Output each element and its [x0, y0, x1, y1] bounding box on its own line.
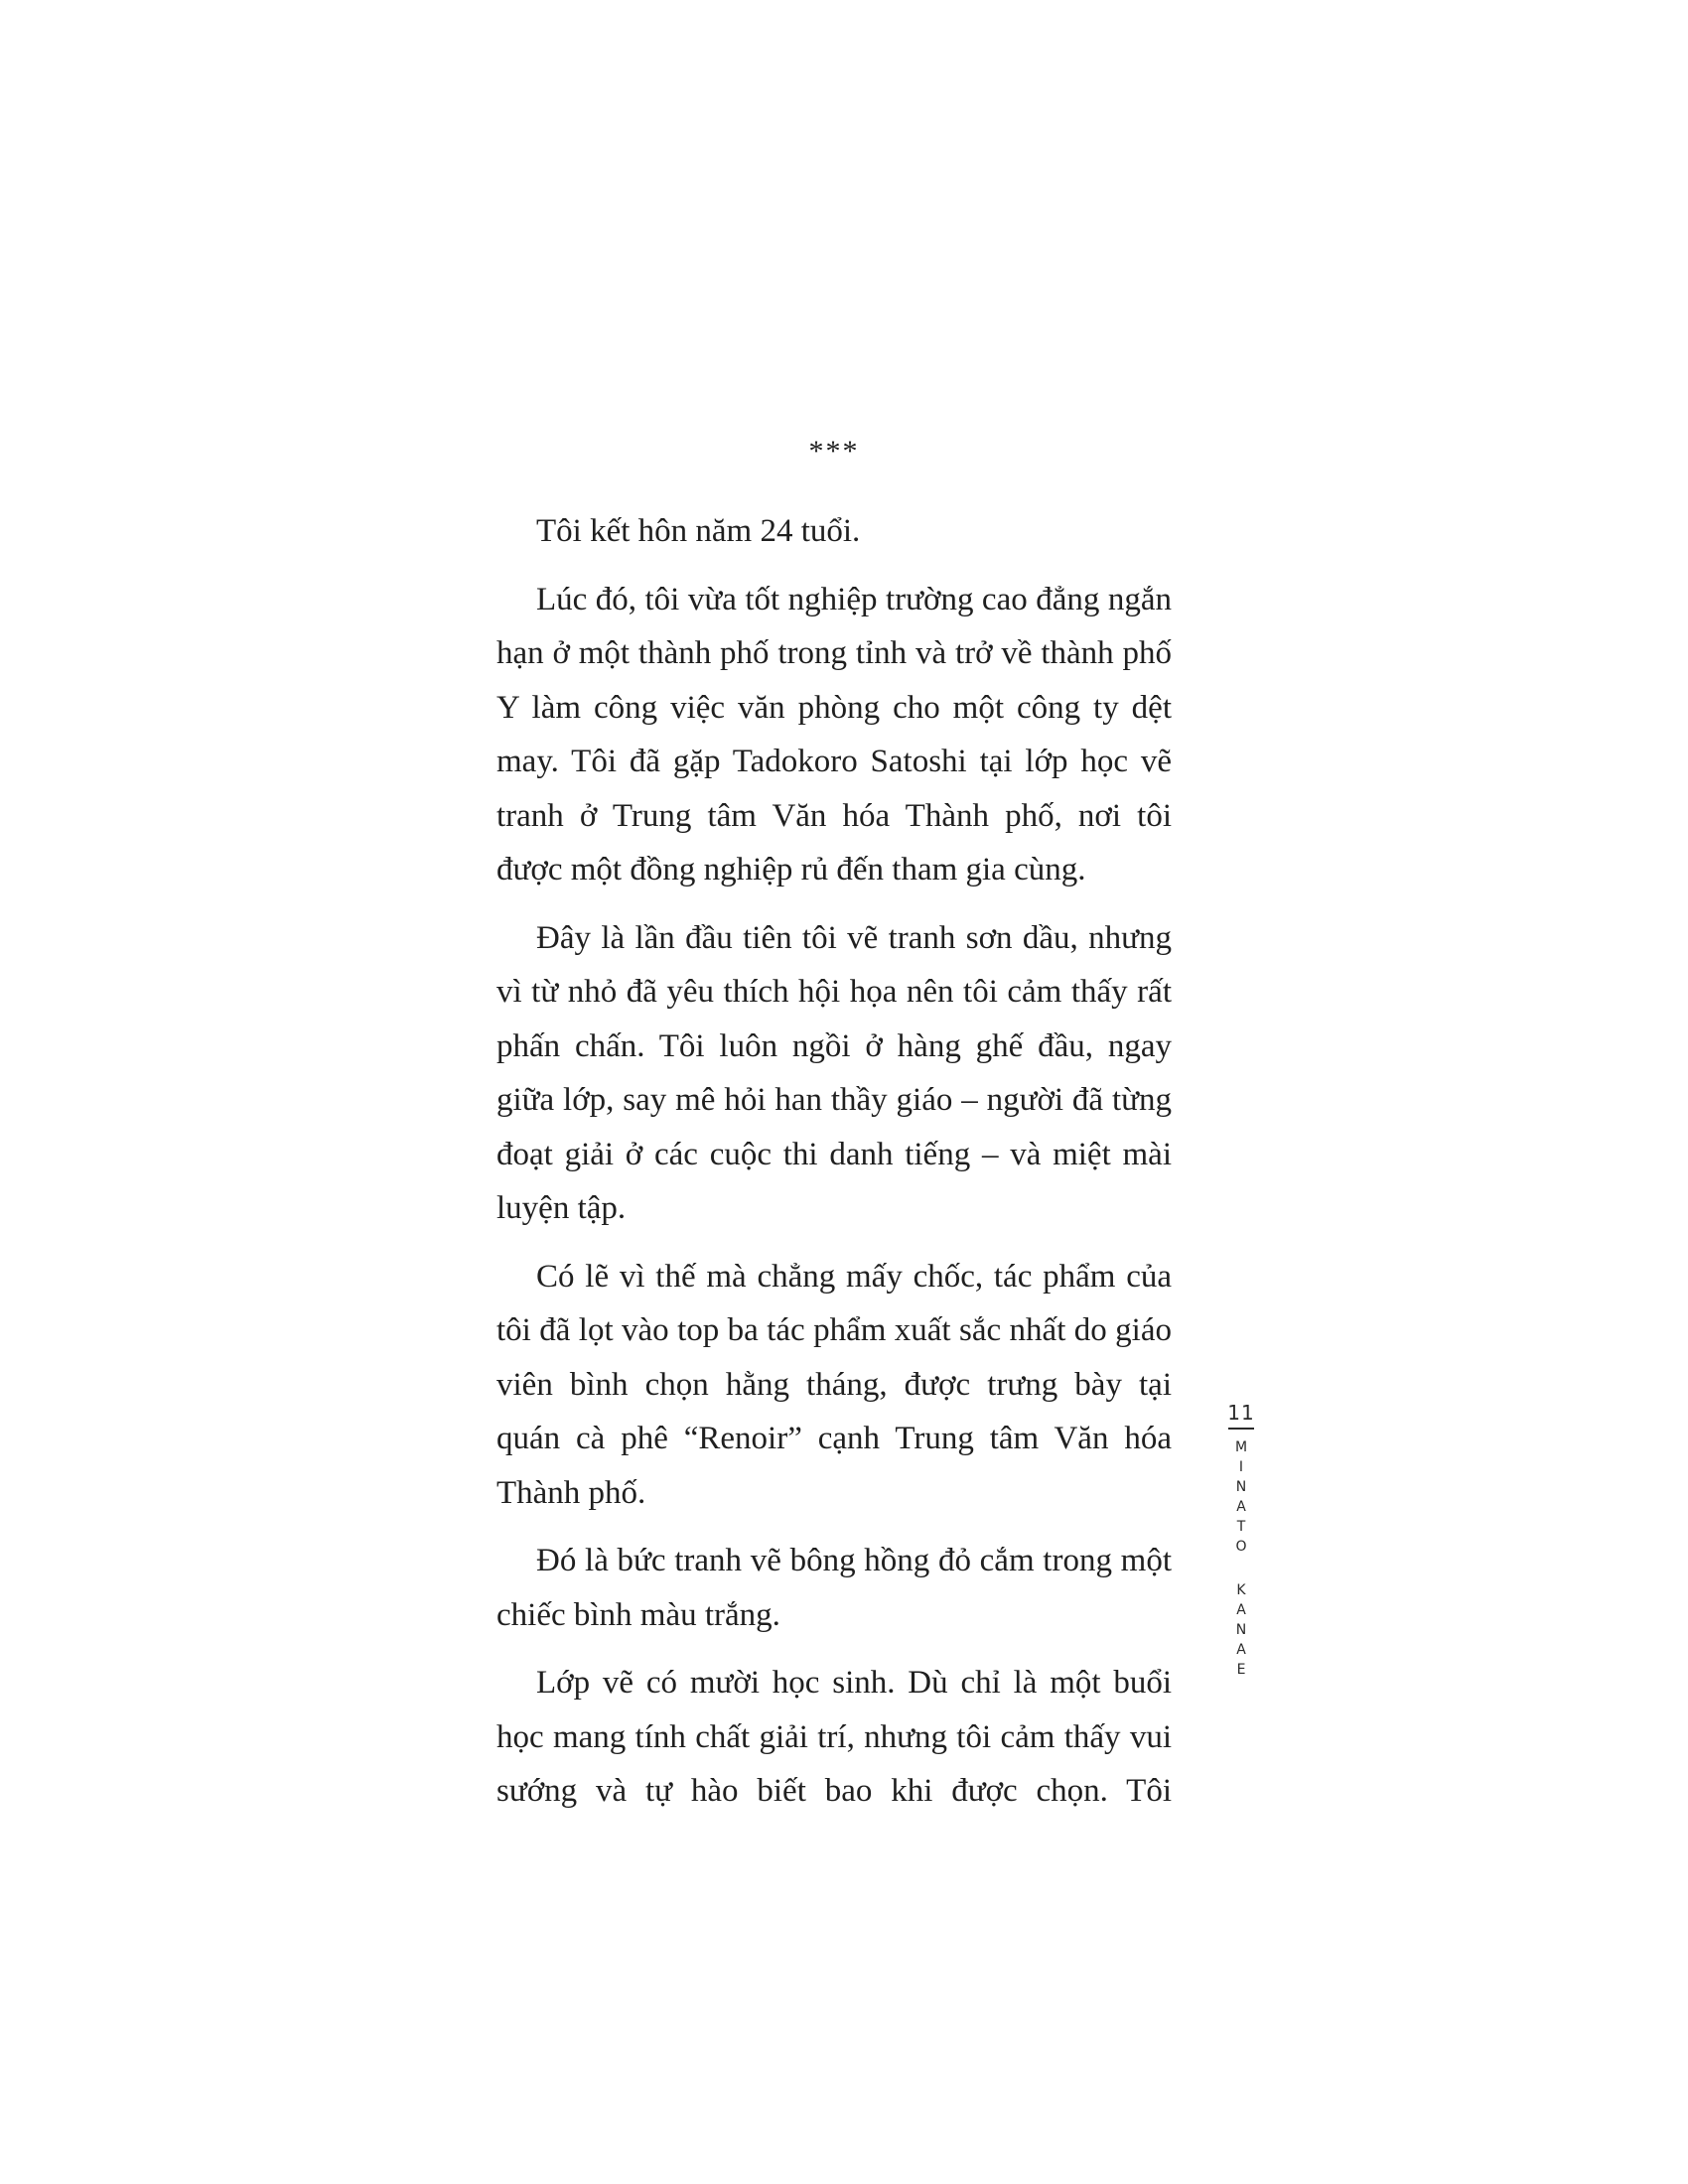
running-footer-rail: [1223, 1402, 1259, 1680]
page-number: 11: [1227, 1401, 1255, 1425]
author-letter: A: [1236, 1642, 1246, 1658]
body-text: [496, 504, 1172, 1833]
author-letter: A: [1236, 1602, 1246, 1618]
paragraph: Có lẽ vì thế mà chẳng mấy chốc, tác phẩm của tôi đã lọt vào top ba tác phẩm xuất sắc nhất do giáo viên bình chọn hằng tháng, được trưng bày tại quán cà phê “Renoir” cạnh Trung tâm Văn hóa Thành phố.: [496, 1258, 1172, 1511]
divider: [1228, 1428, 1254, 1430]
paragraph: Đây là lần đầu tiên tôi vẽ tranh sơn dầu, nhưng vì từ nhỏ đã yêu thích hội họa nên tôi cảm thấy rất phấn chấn. Tôi luôn ngồi ở hàng ghế đầu, ngay giữa lớp, say mê hỏi han thầy giáo – người đã từng đoạt giải ở các cuộc thi danh tiếng – và miệt mài luyện tập.: [496, 919, 1172, 1226]
paragraph: Đó là bức tranh vẽ bông hồng đỏ cắm trong một chiếc bình màu trắng.: [496, 1543, 1172, 1633]
paragraph: Lớp vẽ có mười học sinh. Dù chỉ là một buổi học mang tính chất giải trí, nhưng tôi cảm thấy vui sướng và tự hào biết bao khi được chọn. Tôi: [496, 1665, 1172, 1809]
author-letter: N: [1235, 1622, 1247, 1638]
paragraph: Lúc đó, tôi vừa tốt nghiệp trường cao đẳng ngắn hạn ở một thành phố trong tỉnh và trở về thành phố Y làm công việc văn phòng cho một công ty dệt may. Tôi đã gặp Tadokoro Satoshi tại lớp học vẽ tranh ở Trung tâm Văn hóa Thành phố, nơi tôi được một đồng nghiệp rủ đến tham gia cùng.: [496, 581, 1172, 887]
author-letter: O: [1235, 1539, 1247, 1555]
section-break: ***: [808, 435, 860, 468]
author-letter: M: [1234, 1439, 1248, 1455]
paragraph: Tôi kết hôn năm 24 tuổi.: [536, 513, 861, 549]
author-letter: T: [1236, 1519, 1246, 1535]
author-letter: A: [1236, 1499, 1246, 1515]
author-letter: K: [1236, 1582, 1246, 1598]
author-letter: N: [1235, 1479, 1247, 1495]
author-letter: I: [1238, 1459, 1244, 1475]
author-name-vertical: [1235, 1437, 1247, 1680]
author-letter: E: [1236, 1662, 1246, 1678]
